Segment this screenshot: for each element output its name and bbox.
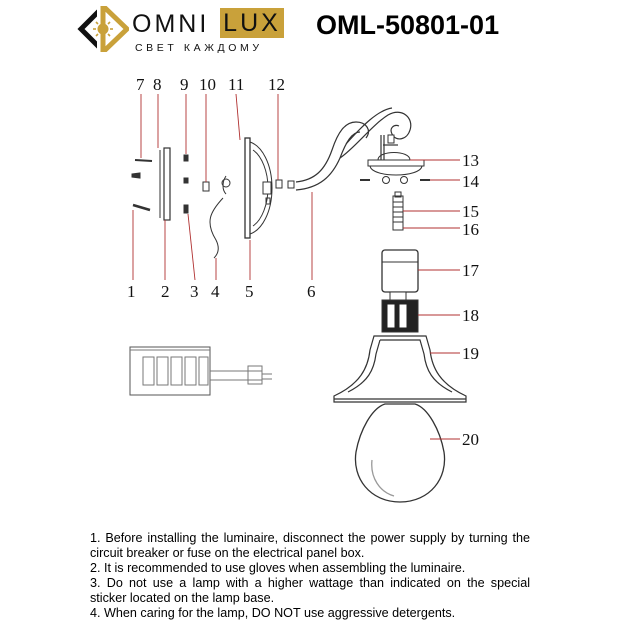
part-label-5: 5 — [245, 282, 254, 301]
wire-part-4 — [203, 176, 230, 258]
part-label-18: 18 — [462, 306, 479, 325]
brand-tagline: СВЕТ КАЖДОМУ — [135, 42, 263, 54]
part-label-1: 1 — [127, 282, 136, 301]
brand-name-lux: LUX — [220, 8, 284, 38]
part-label-4: 4 — [211, 282, 220, 301]
part-label-20: 20 — [462, 430, 479, 449]
leader-lines — [133, 94, 460, 439]
part-label-12: 12 — [268, 75, 285, 94]
screw-part-1 — [132, 160, 152, 210]
part-label-14: 14 — [462, 172, 479, 191]
canopy-part-5 — [245, 138, 272, 238]
part-label-16: 16 — [462, 220, 479, 239]
part-label-6: 6 — [307, 282, 316, 301]
installation-notes — [90, 531, 530, 621]
wiring-schematic — [130, 347, 272, 395]
glass-shade-part-19 — [334, 336, 466, 402]
part-label-2: 2 — [161, 282, 170, 301]
note-3: 3. Do not use a lamp with a higher wattage than indicated on the special sticker located on the lamp base. — [90, 576, 530, 605]
holder-cap-part-13 — [368, 135, 424, 184]
mounting-plate-part-2 — [160, 148, 170, 220]
brand-name-omni: OMNI — [132, 10, 210, 38]
ring-holder-part-18 — [382, 292, 418, 332]
note-2: 2. It is recommended to use gloves when assembling the luminaire. — [90, 561, 466, 575]
curved-arm-part-6 — [296, 108, 411, 190]
part-label-17: 17 — [462, 261, 479, 280]
part-label-8: 8 — [153, 75, 162, 94]
threaded-nipple-part-15 — [393, 192, 403, 230]
part-label-9: 9 — [180, 75, 189, 94]
note-4: 4. When caring for the lamp, DO NOT use aggressive detergents. — [90, 606, 456, 620]
nut-part-12 — [276, 180, 294, 188]
part-label-15: 15 — [462, 202, 479, 221]
part-label-19: 19 — [462, 344, 479, 363]
light-bulb-part-20 — [355, 404, 444, 502]
part-label-7: 7 — [136, 75, 145, 94]
model-number: OML-50801-01 — [316, 10, 500, 40]
part-number-labels — [127, 75, 480, 449]
bracket-screws-part-3 — [184, 155, 188, 213]
socket-part-17 — [382, 250, 418, 292]
note-1: 1. Before installing the luminaire, disconnect the power supply by turning the circuit breaker or fuse on the electrical panel box. — [90, 531, 530, 560]
part-label-13: 13 — [462, 151, 479, 170]
part-label-10: 10 — [199, 75, 216, 94]
part-label-3: 3 — [190, 282, 199, 301]
part-label-11: 11 — [228, 75, 245, 94]
